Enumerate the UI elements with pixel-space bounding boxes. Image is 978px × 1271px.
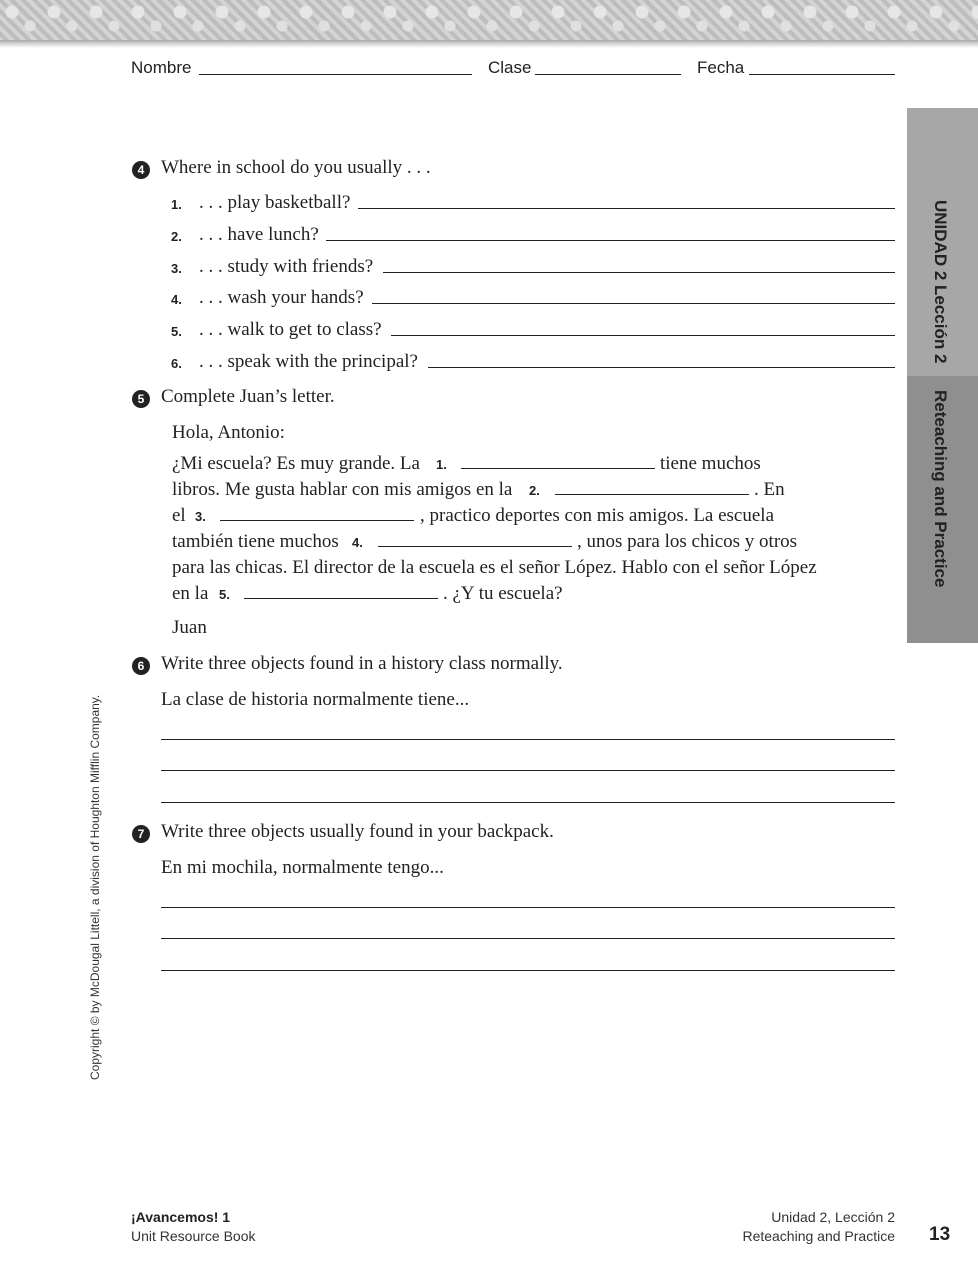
footer-unit: Unidad 2, Lección 2 [771,1209,895,1225]
letter-line-5: para las chicas. El director de la escuela es el señor López. Hablo con el señor López [172,557,817,578]
date-label: Fecha [697,58,745,77]
date-field[interactable] [749,74,895,75]
activity-6-number: 6 [132,657,150,675]
question-text: . . . wash your hands? [199,287,364,308]
page-number: 13 [929,1224,951,1245]
letter-greeting: Hola, Antonio: [172,422,285,443]
letter-line-3-start: el [172,505,186,526]
question-text: . . . play basketball? [199,192,351,213]
question-number: 4. [171,292,182,307]
blank-number-5: 5. [219,587,230,602]
answer-line-3[interactable] [383,272,895,273]
activity-4-number: 4 [132,161,150,179]
backpack-answer-line-2[interactable] [161,938,895,939]
answer-line-2[interactable] [326,240,895,241]
activity-7-prompt: Write three objects usually found in your backpack. [161,821,554,842]
decorative-header-band [0,0,978,42]
question-number: 2. [171,229,182,244]
question-number: 5. [171,324,182,339]
answer-line-1[interactable] [358,208,895,209]
class-label: Clase [488,58,532,77]
class-field[interactable] [535,74,681,75]
letter-line-2-end: . En [754,479,785,500]
name-field[interactable] [199,74,472,75]
name-label: Nombre [131,58,192,77]
history-answer-line-2[interactable] [161,770,895,771]
activity-7-number: 7 [132,825,150,843]
activity-5-prompt: Complete Juan’s letter. [161,386,335,407]
backpack-answer-line-1[interactable] [161,907,895,908]
blank-number-1: 1. [436,457,447,472]
question-text: . . . have lunch? [199,224,319,245]
letter-blank-2[interactable] [555,494,749,495]
letter-line-6-end: . ¿Y tu escuela? [443,583,563,604]
history-answer-line-1[interactable] [161,739,895,740]
activity-7-starter: En mi mochila, normalmente tengo... [161,857,444,878]
letter-line-1-end: tiene muchos [660,453,761,474]
question-number: 1. [171,197,182,212]
question-text: . . . study with friends? [199,256,374,277]
letter-blank-3[interactable] [220,520,414,521]
backpack-answer-line-3[interactable] [161,970,895,971]
activity-6-starter: La clase de historia normalmente tiene... [161,689,470,710]
blank-number-2: 2. [529,483,540,498]
letter-line-1-start: ¿Mi escuela? Es muy grande. La [172,453,420,474]
letter-line-3-end: , practico deportes con mis amigos. La escuela [420,505,775,526]
activity-6-prompt: Write three objects found in a history class normally. [161,653,563,674]
question-text: . . . speak with the principal? [199,351,418,372]
question-number: 3. [171,261,182,276]
letter-signature: Juan [172,617,207,638]
history-answer-line-3[interactable] [161,802,895,803]
activity-5-number: 5 [132,390,150,408]
answer-line-6[interactable] [428,367,895,368]
letter-line-2-start: libros. Me gusta hablar con mis amigos en la [172,479,513,500]
letter-line-4-start: también tiene muchos [172,531,339,552]
letter-blank-4[interactable] [378,546,572,547]
letter-blank-5[interactable] [244,598,438,599]
footer-section: Reteaching and Practice [742,1228,895,1244]
header-band-shadow [0,40,978,48]
letter-line-6-start: en la [172,583,209,604]
footer-book-subtitle: Unit Resource Book [131,1228,256,1244]
blank-number-4: 4. [352,535,363,550]
side-tab-unit-label: UNIDAD 2 Lección 2 [931,200,950,364]
question-text: . . . walk to get to class? [199,319,382,340]
footer-book-title: ¡Avancemos! 1 [131,1209,231,1225]
letter-line-4-end: , unos para los chicos y otros [577,531,798,552]
letter-blank-1[interactable] [461,468,655,469]
answer-line-4[interactable] [372,303,895,304]
question-number: 6. [171,356,182,371]
activity-4-prompt: Where in school do you usually . . . [161,157,431,178]
answer-line-5[interactable] [391,335,895,336]
blank-number-3: 3. [195,509,206,524]
side-tab-section-label: Reteaching and Practice [931,390,950,588]
copyright-notice: Copyright © by McDougal Littell, a division of Houghton Mifflin Company. [88,694,102,1080]
